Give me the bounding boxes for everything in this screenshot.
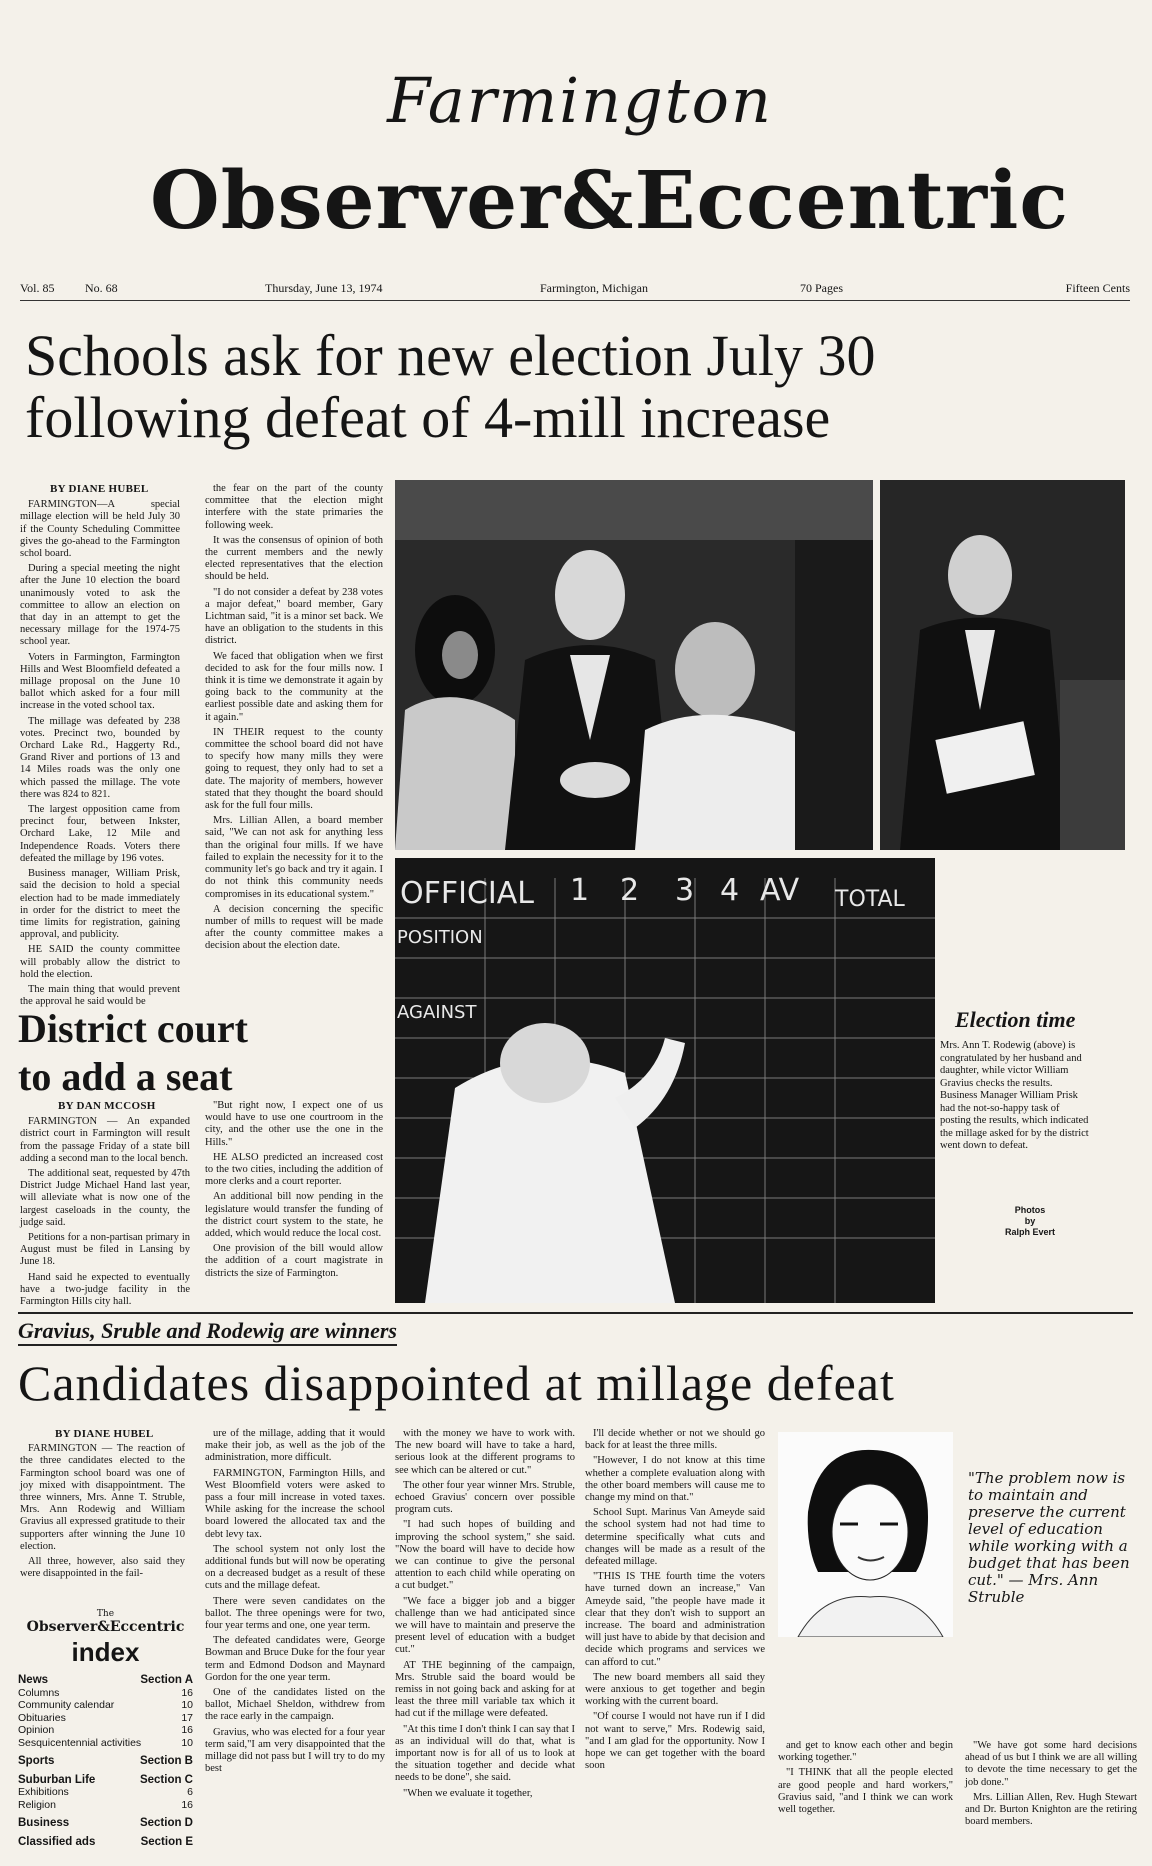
paragraph: "THIS IS THE fourth time the voters have turned down an increase," Van Ameyde said, "the people have made it clear that they don't wish to support an increase. The board and administration will just have to abide by that decision and decide which programs and services we can afford to cut." xyxy=(585,1571,765,1668)
index-row xyxy=(18,1755,193,1768)
paragraph: School Supt. Marinus Van Ameyde said the school system had not had time to determine specifically what cuts and changes will be made as a result of the defeated millage. xyxy=(585,1507,765,1568)
index-row xyxy=(18,1836,193,1849)
index-row-section: Section D xyxy=(139,1817,193,1829)
second-column-5 xyxy=(778,1740,953,1819)
index-row-label: Sesquicentennial activities xyxy=(18,1736,142,1749)
court-byline: BY DAN MCCOSH xyxy=(58,1100,156,1112)
second-column-2 xyxy=(205,1428,385,1778)
photo-credit-line-1: Photos xyxy=(1014,1205,1046,1215)
paragraph: "But right now, I expect one of us would have to use one courtroom in the city, and the other use the one in the Hills." xyxy=(205,1100,383,1148)
court-headline-line-2: to add a seat xyxy=(18,1054,233,1099)
issue-number: No. 68 xyxy=(85,281,118,295)
court-headline-line-1: District court xyxy=(18,1006,248,1051)
paragraph: ure of the millage, adding that it would make their job, as well as the job of the administration, more difficult. xyxy=(205,1428,385,1464)
index-row-section: Section A xyxy=(140,1674,193,1686)
paragraph: I'll decide whether or not we should go back for at least the three mills. xyxy=(585,1428,765,1452)
paragraph: with the money we have to work with. The new board will have to take a hard, serious look at the different programs to see which can be altered or cut." xyxy=(395,1428,575,1476)
lead-headline-line-2: following defeat of 4-mill increase xyxy=(25,385,831,450)
photo-congratulations-art xyxy=(395,480,873,850)
paragraph: Gravius, who was elected for a four year term said,"I am very disappointed that the millage did not pass but I will try to do my best xyxy=(205,1726,385,1775)
index-row xyxy=(18,1674,193,1687)
index-row-section: Section B xyxy=(139,1755,193,1767)
price: Fifteen Cents xyxy=(1065,281,1130,295)
index-list xyxy=(18,1674,193,1848)
photo-results-board xyxy=(395,858,935,1303)
index-row xyxy=(18,1712,193,1725)
paragraph: The new board members all said they were anxious to get together and begin working with the current board. xyxy=(585,1671,765,1708)
paragraph: "We have got some hard decisions ahead of us but I think we are all willing to devote the time necessary to get the job done." xyxy=(965,1740,1137,1788)
second-byline: BY DIANE HUBEL xyxy=(55,1428,154,1440)
photo-credit-line-2: by xyxy=(1024,1216,1036,1226)
lead-column-2 xyxy=(205,483,383,956)
paragraph: FARMINGTON — An expanded district court in Farmington will result from the passage Friday of a state bill adding a second man to the local bench. xyxy=(20,1116,190,1164)
issue-date: Thursday, June 13, 1974 xyxy=(265,281,383,295)
court-column-1 xyxy=(20,1100,190,1311)
board-header-1: 1 xyxy=(570,873,590,908)
paragraph: "At this time I don't think I can say that I as an individual will do that, what is important now is for all of us to look at the situation together and decide what needs to be done", she said. xyxy=(395,1723,575,1784)
paragraph: FARMINGTON — The reaction of the three candidates elected to the Farmington school board was one of joy mixed with disappointment. The three winners, Mrs. Anne T. Struble, Mrs. Ann Rodewig and William Gravius all expressed gratitude to their supporters after winning the June 10 election. xyxy=(20,1443,185,1552)
court-column-2 xyxy=(205,1100,383,1283)
index-row-label: Columns xyxy=(18,1686,60,1699)
index-box xyxy=(18,1610,193,1848)
index-row xyxy=(18,1687,193,1700)
photo-congratulations xyxy=(395,480,873,850)
index-title: index xyxy=(71,1637,140,1667)
index-row xyxy=(18,1699,193,1712)
paragraph: The additional seat, requested by 47th District Judge Michael Hand last year, will alleviate what is now one of the largest caseloads in the county, the judge said. xyxy=(20,1168,190,1228)
second-column-6 xyxy=(965,1740,1137,1831)
paragraph: HE ALSO predicted an increased cost to the two cities, including the addition of more clerks and a court reporter. xyxy=(205,1151,383,1188)
paragraph: All three, however, also said they were disappointed in the fail- xyxy=(20,1556,185,1580)
photo-credit xyxy=(1005,1205,1055,1238)
index-row xyxy=(18,1774,193,1787)
index-brand-small: The xyxy=(96,1609,115,1619)
board-row-position: POSITION xyxy=(397,927,483,948)
board-header-4: 4 xyxy=(720,873,740,908)
index-row-section: 6 xyxy=(187,1786,193,1798)
index-row xyxy=(18,1737,193,1750)
portrait-struble-art xyxy=(778,1432,953,1637)
board-header-2: 2 xyxy=(620,873,640,908)
portrait-struble xyxy=(778,1432,953,1637)
second-kicker: Gravius, Sruble and Rodewig are winners xyxy=(18,1318,397,1346)
paragraph: The school system not only lost the additional funds but will now be operating on a decreased budget as a result of these cuts and the millage defeat. xyxy=(205,1543,385,1592)
paragraph: It was the consensus of opinion of both the current members and the newly elected representatives that the election should be held. xyxy=(205,534,383,583)
index-row-label: Exhibitions xyxy=(18,1786,69,1798)
index-row-section: Section C xyxy=(139,1773,193,1786)
paragraph: "I THINK that all the people elected are good people and hard workers," Gravius said, "and I think we can work well together. xyxy=(778,1767,953,1816)
second-column-1 xyxy=(20,1428,185,1583)
paragraph: The defeated candidates were, George Bowman and Bruce Duke for the four year term and Edmond Dodson and Maynard Gordon for the one year term. xyxy=(205,1635,385,1683)
paragraph: AT THE beginning of the campaign, Mrs. Struble said the board would be remiss in not going back and asking for at least the three mill variable tax which it had cut if the millage were defeated. xyxy=(395,1659,575,1720)
paragraph: The main thing that would prevent the approval he said would be xyxy=(20,983,180,1008)
second-column-4 xyxy=(585,1428,765,1775)
paragraph: Business manager, William Prisk, said the decision to hold a special election had to be made immediately in order for the district to meet the time limits for registration, gaining approval, and publicity. xyxy=(20,868,180,941)
paragraph: Hand said he expected to eventually have a two-judge facility in the Farmington Hills city hall. xyxy=(20,1271,190,1308)
index-row xyxy=(18,1817,193,1830)
page-count: 70 Pages xyxy=(800,281,843,295)
photo-credit-line-3: Ralph Evert xyxy=(1005,1227,1056,1237)
masthead-title: Observer&Eccentric xyxy=(150,153,1070,247)
caption-text: Mrs. Ann T. Rodewig (above) is congratulated by her husband and daughter, while victor William Gravius checks the results. Business Manager William Prisk had the not-so-happy task of posting the results, which indicated the millage asked for by the district went down to defeat. xyxy=(940,1040,1089,1151)
paragraph: The millage was defeated by 238 votes. Precinct two, bounded by Orchard Lake Rd., Haggerty Rd., Grand River and portions of 13 and 14 Miles roads was the only one which passed the millage. The vote there was 824 to 821. xyxy=(20,715,180,800)
index-row-label: Business xyxy=(18,1817,70,1829)
photo-gravius-art xyxy=(880,480,1125,850)
lead-byline: BY DIANE HUBEL xyxy=(50,483,149,495)
index-row xyxy=(18,1799,193,1812)
board-header-av: AV xyxy=(760,873,800,908)
second-headline: Candidates disappointed at millage defeat xyxy=(18,1355,895,1411)
index-row-section: 10 xyxy=(181,1699,193,1711)
index-row-section: 16 xyxy=(181,1798,193,1811)
index-row-label: Community calendar xyxy=(18,1699,115,1711)
index-brand: Observer&Eccentric xyxy=(26,1619,185,1635)
paragraph: "We face a bigger job and a bigger challenge than we had anticipated since we will have to maintain and preserve the present level of education with a budget cut." xyxy=(395,1595,575,1656)
paragraph: There were seven candidates on the ballot. The three openings were for two, four year terms and one, one year term. xyxy=(205,1595,385,1632)
paragraph: FARMINGTON—A special millage election will be held July 30 if the County Scheduling Committee gives the go-ahead to the Farmington schol board. xyxy=(20,499,180,560)
lead-column-1 xyxy=(20,483,180,1011)
paragraph: During a special meeting the night after the June 10 election the board unanimously voted to ask the committee to allow an election on that day in an attempt to get the necessary millage for the 1974-75 school year. xyxy=(20,563,180,648)
caption-title: Election time xyxy=(955,1007,1076,1032)
second-column-3 xyxy=(395,1428,575,1803)
paragraph: The largest opposition came from precinct four, between Inkster, Orchard Lake, 12 Mile and Independence Roads. Voters there defeated the millage by 196 votes. xyxy=(20,804,180,864)
index-row-label: Religion xyxy=(18,1798,56,1811)
photo-results-board-art xyxy=(395,858,935,1303)
paragraph: IN THEIR request to the county committee the school board did not have to specify how many mills they were going to request, they only had to set a date. The majority of members, however stated that they thought the board should ask for the full four mills. xyxy=(205,726,383,812)
index-row xyxy=(18,1786,193,1799)
dateline xyxy=(20,278,1130,301)
paragraph: One of the candidates listed on the ballot, Michael Sheldon, withdrew from the race early in the campaign. xyxy=(205,1687,385,1723)
paragraph: and get to know each other and begin working together." xyxy=(778,1740,953,1764)
paragraph: One provision of the bill would allow the addition of a court magistrate in districts the size of Farmington. xyxy=(205,1243,383,1279)
paragraph: We faced that obligation when we first decided to ask for the four mills now. I think it is time we demonstrate it again by going back to the community at the earliest possible date and asking them for it again." xyxy=(205,650,383,723)
index-row-section: 16 xyxy=(181,1686,193,1699)
paragraph: FARMINGTON, Farmington Hills, and West Bloomfield voters were asked to pass a four mill increase in voted taxes. While asking for the increase the school board lowered the allocated tax and the debt levy tax. xyxy=(205,1467,385,1540)
index-row-section: Section E xyxy=(140,1835,193,1848)
index-row-section: 16 xyxy=(181,1724,193,1736)
paragraph: "However, I do not know at this time whether a complete evaluation along with the other board members will cause me to change my mind on that." xyxy=(585,1455,765,1504)
paragraph: Mrs. Lillian Allen, Rev. Hugh Stewart and Dr. Burton Knighton are the retiring board members. xyxy=(965,1791,1137,1828)
board-header-official: OFFICIAL xyxy=(400,876,535,911)
index-row-label: Suburban Life xyxy=(18,1773,96,1786)
paragraph: An additional bill now pending in the legislature would transfer the funding of the district court system to the state, he added, which would reduce the local cost. xyxy=(205,1191,383,1240)
paragraph: "When we evaluate it together, xyxy=(403,1787,533,1799)
index-row-section: 17 xyxy=(181,1711,193,1724)
index-row-label: Opinion xyxy=(18,1724,55,1736)
index-row-label: Obituaries xyxy=(18,1711,66,1724)
place: Farmington, Michigan xyxy=(540,281,648,295)
court-headline xyxy=(18,1005,378,1101)
lead-headline xyxy=(25,325,1135,449)
paragraph: "I had such hopes of building and improving the school system," she said. "Now the board will have to decide how we can continue to give the personal attention to each child while operating on a cut budget." xyxy=(395,1519,575,1592)
paragraph: Mrs. Lillian Allen, a board member said, "We can not ask for anything less than the original four mills. If we have failed to explain the necessity for it to the community let's go back and try it again. I do not think this community needs compromises in its educational system." xyxy=(205,815,383,900)
masthead-subtitle: Farmington xyxy=(387,64,773,137)
volume: Vol. 85 xyxy=(20,281,55,295)
lead-headline-line-1: Schools ask for new election July 30 xyxy=(25,323,876,388)
index-row-label: Classified ads xyxy=(18,1835,96,1848)
index-row xyxy=(18,1724,193,1737)
photo-gravius xyxy=(880,480,1125,850)
section-divider xyxy=(18,1312,1133,1314)
paragraph: Voters in Farmington, Farmington Hills and West Bloomfield defeated a millage proposal on the June 10 ballot which asked for a four mill increase in the voted school tax. xyxy=(20,651,180,712)
paragraph: Petitions for a non-partisan primary in August must be filed in Lansing by June 18. xyxy=(20,1232,190,1268)
index-row-label: Sports xyxy=(18,1755,55,1767)
pull-quote: "The problem now is to maintain and preserve the current level of education while working with a budget that has been cut." — Mrs. Ann Struble xyxy=(968,1469,1130,1606)
paragraph: The other four year winner Mrs. Struble, echoed Gravius' concern over possible program cuts. xyxy=(395,1479,575,1516)
paragraph: "I do not consider a defeat by 238 votes a major defeat," board member, Gary Lichtman said, "it is a minor set back. We have an obligation to the students in this district. xyxy=(205,586,383,647)
paragraph: "Of course I would not have run if I did not want to serve," Mrs. Rodewig said, "and I am glad for the opportunity. Now I hope we can get together with the board soon xyxy=(585,1711,765,1772)
paragraph: A decision concerning the specific number of mills to request will be made after the county committee makes a decision about the election date. xyxy=(205,903,383,952)
index-row-label: News xyxy=(18,1674,49,1686)
index-row-section: 10 xyxy=(181,1736,193,1749)
paragraph: the fear on the part of the county committee that the election might interfere with the state primaries the following week. xyxy=(205,483,383,531)
board-header-3: 3 xyxy=(675,873,695,908)
board-header-total: TOTAL xyxy=(835,887,905,912)
board-row-against: AGAINST xyxy=(397,1002,477,1023)
paragraph: HE SAID the county committee will probably allow the district to hold the election. xyxy=(20,944,180,980)
